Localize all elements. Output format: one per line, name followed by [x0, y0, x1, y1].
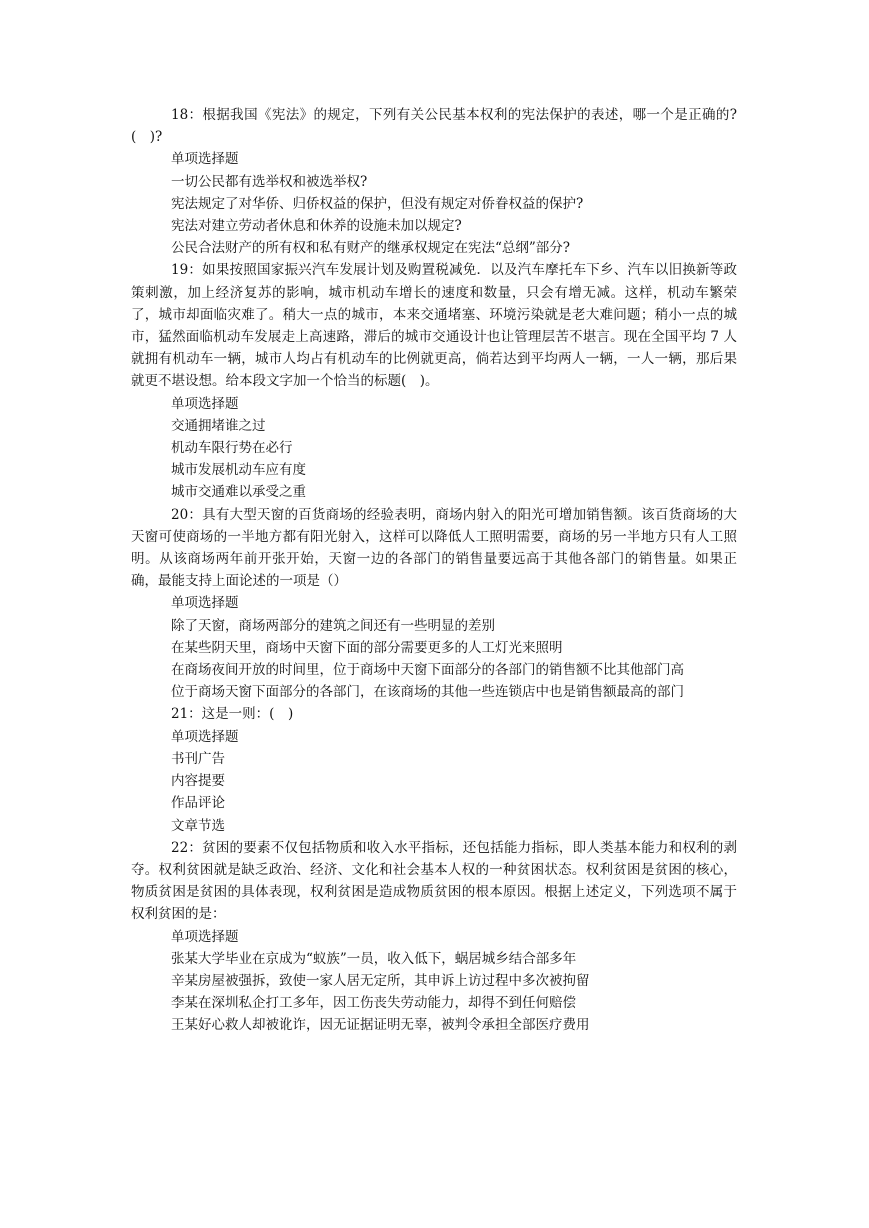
- option-d: 文章节选: [171, 817, 225, 834]
- option-d: 公民合法财产的所有权和私有财产的继承权规定在宪法“总纲”部分?: [171, 240, 571, 257]
- option-a: 交通拥堵谁之过: [171, 417, 266, 434]
- question-stem: 22：贫困的要素不仅包括物质和收入水平指标，还包括能力指标，即人类基本能力和权利的剥夺。权利贫困就是缺乏政治、经济、文化和社会基本人权的一种贫困状态。权利贫困是贫困的核心，物质贫困是贫困的具体表现，权利贫困是造成物质贫困的根本原因。根据上述定义，下列选项不属于权利贫困的是：: [131, 839, 737, 923]
- option-b: 机动车限行势在必行: [171, 440, 293, 457]
- option-a: 除了天窗，商场两部分的建筑之间还有一些明显的差别: [171, 617, 495, 634]
- option-a: 张某大学毕业在京成为“蚁族”一员，收入低下，蜗居城乡结合部多年: [171, 950, 577, 967]
- option-b: 辛某房屋被强拆，致使一家人居无定所，其申诉上访过程中多次被拘留: [171, 972, 590, 989]
- option-d: 城市交通难以承受之重: [171, 484, 306, 501]
- option-c: 宪法对建立劳动者休息和休养的设施未加以规定?: [171, 218, 462, 235]
- option-d: 王某好心救人却被讹诈，因无证据证明无辜，被判令承担全部医疗费用: [171, 1017, 590, 1034]
- question-type: 单项选择题: [171, 928, 239, 945]
- option-b: 内容提要: [171, 773, 225, 790]
- option-b: 在某些阴天里，商场中天窗下面的部分需要更多的人工灯光来照明: [171, 639, 563, 656]
- question-type: 单项选择题: [171, 595, 239, 612]
- document-page: [131, 104, 737, 1037]
- question-stem: 18：根据我国《宪法》的规定，下列有关公民基本权利的宪法保护的表述，哪一个是正确的?( )?: [131, 107, 737, 146]
- question-19: [131, 259, 737, 503]
- option-c: 城市发展机动车应有度: [171, 462, 306, 479]
- question-stem: 21：这是一则：( ): [171, 706, 294, 723]
- option-a: 一切公民都有选举权和被选举权?: [171, 173, 368, 190]
- option-c: 在商场夜间开放的时间里，位于商场中天窗下面部分的各部门的销售额不比其他部门高: [171, 662, 684, 679]
- question-22: [131, 837, 737, 1037]
- question-stem: 20：具有大型天窗的百货商场的经验表明，商场内射入的阳光可增加销售额。该百货商场的大天窗可使商场的一半地方都有阳光射入，这样可以降低人工照明需要，商场的另一半地方只有人工照明。从该商场两年前开张开始，天窗一边的各部门的销售量要远高于其他各部门的销售量。如果正确，最能支持上面论述的一项是（）: [131, 506, 737, 590]
- option-b: 宪法规定了对华侨、归侨权益的保护，但没有规定对侨眷权益的保护?: [171, 195, 584, 212]
- option-c: 李某在深圳私企打工多年，因工伤丧失劳动能力，却得不到任何赔偿: [171, 995, 576, 1012]
- question-21: [131, 703, 737, 836]
- question-20: [131, 504, 737, 704]
- question-18: [131, 104, 737, 259]
- question-type: 单项选择题: [171, 151, 239, 168]
- option-c: 作品评论: [171, 795, 225, 812]
- question-stem: 19：如果按照国家振兴汽车发展计划及购置税减免．以及汽车摩托车下乡、汽车以旧换新等政策刺激，加上经济复苏的影响，城市机动车增长的速度和数量，只会有增无减。这样，机动车繁荣了，城市却面临灾难了。稍大一点的城市，本来交通堵塞、环境污染就是老大难问题；稍小一点的城市，猛然面临机动车发展走上高速路，滞后的城市交通设计也让管理层苦不堪言。现在全国平均 7 人就拥有机动车一辆，城市人均占有机动车的比例就更高，倘若达到平均两人一辆，一人一辆，那后果就更不堪设想。给本段文字加一个恰当的标题( )。: [131, 262, 737, 390]
- question-type: 单项选择题: [171, 728, 239, 745]
- option-a: 书刊广告: [171, 750, 225, 767]
- question-type: 单项选择题: [171, 395, 239, 412]
- option-d: 位于商场天窗下面部分的各部门，在该商场的其他一些连锁店中也是销售额最高的部门: [171, 684, 684, 701]
